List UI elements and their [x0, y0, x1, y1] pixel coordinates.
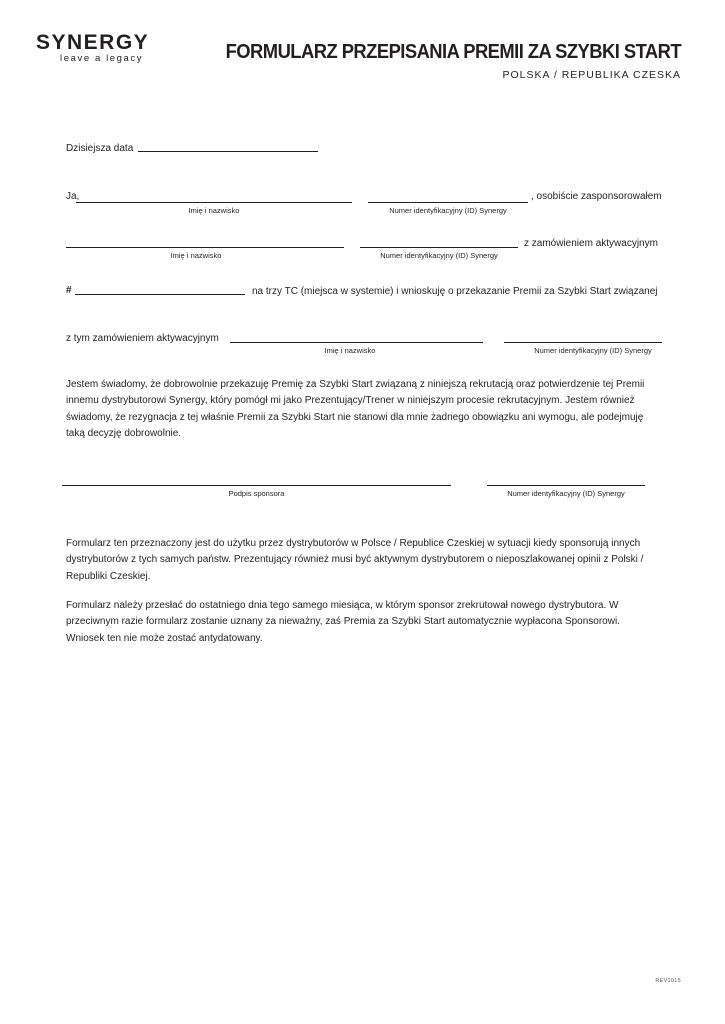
- sponsor-id-field[interactable]: [368, 202, 528, 203]
- page-subtitle: POLSKA / REPUBLIKA CZESKA: [502, 69, 681, 81]
- row2-suffix: z zamówieniem aktywacyjnym: [524, 238, 658, 249]
- logo-wordmark: SYNERGY: [36, 31, 150, 54]
- signature-id-caption: Numer identyfikacyjny (ID) Synergy: [507, 489, 625, 498]
- recruit-name-caption: Imię i nazwisko: [170, 251, 222, 260]
- info-line: Wniosek ten nie może zostać antydatowany.: [66, 632, 263, 644]
- declaration-line: świadomy, że rezygnacja z tej właśnie Premii za Szybki Start nie stanowi dla mnie żadnego obowiązku ani wymogu, ale podejmuję: [66, 411, 644, 423]
- signature-caption: Podpis sponsora: [228, 489, 285, 498]
- info-line: Republiki Czeskiej.: [66, 570, 151, 582]
- order-number-field[interactable]: [75, 294, 245, 295]
- trainer-id-caption: Numer identyfikacyjny (ID) Synergy: [534, 346, 652, 355]
- signature-field[interactable]: [62, 485, 451, 486]
- row3-suffix: na trzy TC (miejsca w systemie) i wnioskuję o przekazanie Premii za Szybki Start związanej: [252, 286, 658, 297]
- revision-code: REV1015: [655, 978, 681, 984]
- sponsor-name-caption: Imię i nazwisko: [188, 206, 240, 215]
- info-line: Formularz należy przesłać do ostatniego dnia tego samego miesiąca, w którym sponsor zrekrutował nowego dystrybutora. W: [66, 600, 619, 611]
- date-label: Dzisiejsza data: [66, 143, 134, 154]
- page-title: FORMULARZ PRZEPISANIA PREMII ZA SZYBKI START: [225, 41, 681, 63]
- recruit-id-caption: Numer identyfikacyjny (ID) Synergy: [380, 251, 498, 260]
- date-field[interactable]: [138, 151, 318, 152]
- signature-id-field[interactable]: [487, 485, 645, 486]
- declaration-line: innemu dystrybutorowi Synergy, który pomógł mi jako Prezentujący/Trener w niniejszym procesie rekrutacyjnym. Jestem również: [66, 395, 635, 407]
- recruit-name-field[interactable]: [66, 247, 344, 248]
- info-line: dystrybutorów z tych samych państw. Prezentujący również musi być aktywnym dystrybutorem o nieposzlakowanej opinii z Polski /: [66, 554, 644, 566]
- order-number-hash: #: [66, 285, 72, 296]
- recruit-id-field[interactable]: [360, 247, 518, 248]
- row4-prefix: z tym zamówieniem aktywacyjnym: [66, 333, 219, 344]
- trainer-name-caption: Imię i nazwisko: [324, 346, 376, 355]
- trainer-id-field[interactable]: [504, 342, 662, 343]
- row1-suffix: , osobiście zasponsorowałem: [531, 191, 662, 202]
- trainer-name-field[interactable]: [230, 342, 483, 343]
- info-line: przeciwnym razie formularz zostanie uznany za nieważny, zaś Premia za Szybki Start automatycznie wypłacona Sponsorowi.: [66, 616, 620, 628]
- info-line: Formularz ten przeznaczony jest do użytku przez dystrybutorów w Polsce / Republice Czeskiej w sytuacji kiedy sponsorują innych: [66, 538, 641, 549]
- sponsor-name-field[interactable]: [76, 202, 352, 203]
- row1-prefix: Ja,: [66, 191, 80, 202]
- declaration-paragraph: [66, 377, 666, 443]
- logo-tagline: leave a legacy: [60, 53, 144, 64]
- info-paragraph-1: [66, 536, 666, 585]
- info-paragraph-2: [66, 598, 666, 647]
- declaration-line: Jestem świadomy, że dobrowolnie przekazuję Premię za Szybki Start związaną z niniejszą rekrutacją oraz potwierdzenie tej Premii: [66, 379, 645, 390]
- declaration-line: taką decyzję dobrowolnie.: [66, 428, 182, 440]
- sponsor-id-caption: Numer identyfikacyjny (ID) Synergy: [389, 206, 507, 215]
- synergy-logo: [36, 33, 168, 65]
